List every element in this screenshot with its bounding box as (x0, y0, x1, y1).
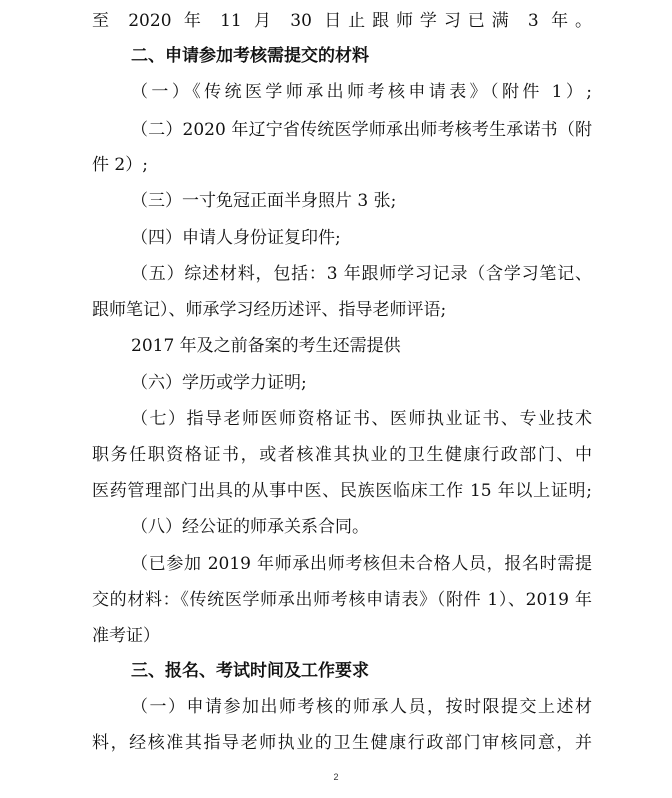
note-2017: 2017 年及之前备案的考生还需提供 (131, 336, 401, 356)
remark-line3: 准考证） (92, 626, 160, 646)
material-item-1: （一）《传统医学师承出师考核申请表》（附件 1）; (131, 82, 592, 102)
remark-line1: （已参加 2019 年师承出师考核但未合格人员，报名时需提 (131, 554, 592, 574)
section-heading-3: 三、报名、考试时间及工作要求 (131, 661, 369, 681)
requirement-1-line2: 料，经核准其指导老师执业的卫生健康行政部门审核同意，并 (92, 733, 592, 753)
material-item-7-line3: 医药管理部门出具的从事中医、民族医临床工作 15 年以上证明; (92, 481, 592, 501)
material-item-3: （三）一寸免冠正面半身照片 3 张; (131, 191, 397, 211)
material-item-7-line2: 职务任职资格证书，或者核准其执业的卫生健康行政部门、中 (92, 445, 592, 465)
requirement-1-line1: （一）申请参加出师考核的师承人员，按时限提交上述材 (131, 697, 592, 717)
paragraph-line: 至 2020 年 11 月 30 日止跟师学习已满 3 年。 (92, 11, 592, 31)
material-item-8: （八）经公证的师承关系合同。 (131, 517, 369, 537)
section-heading-2: 二、申请参加考核需提交的材料 (131, 46, 369, 66)
material-item-2-line2: 件 2）; (92, 155, 148, 175)
remark-line2: 交的材料：《传统医学师承出师考核申请表》（附件 1）、2019 年 (92, 590, 592, 610)
material-item-5-line2: 跟师笔记）、师承学习经历述评、指导老师评语; (92, 300, 447, 320)
material-item-6: （六）学历或学力证明; (131, 373, 307, 393)
page-number: 2 (333, 772, 339, 782)
material-item-4: （四）申请人身份证复印件; (131, 228, 341, 248)
material-item-5-line1: （五）综述材料，包括：3 年跟师学习记录（含学习笔记、 (131, 264, 592, 284)
material-item-2-line1: （二）2020 年辽宁省传统医学师承出师考核考生承诺书（附 (131, 120, 592, 140)
material-item-7-line1: （七）指导老师医师资格证书、医师执业证书、专业技术 (131, 409, 592, 429)
